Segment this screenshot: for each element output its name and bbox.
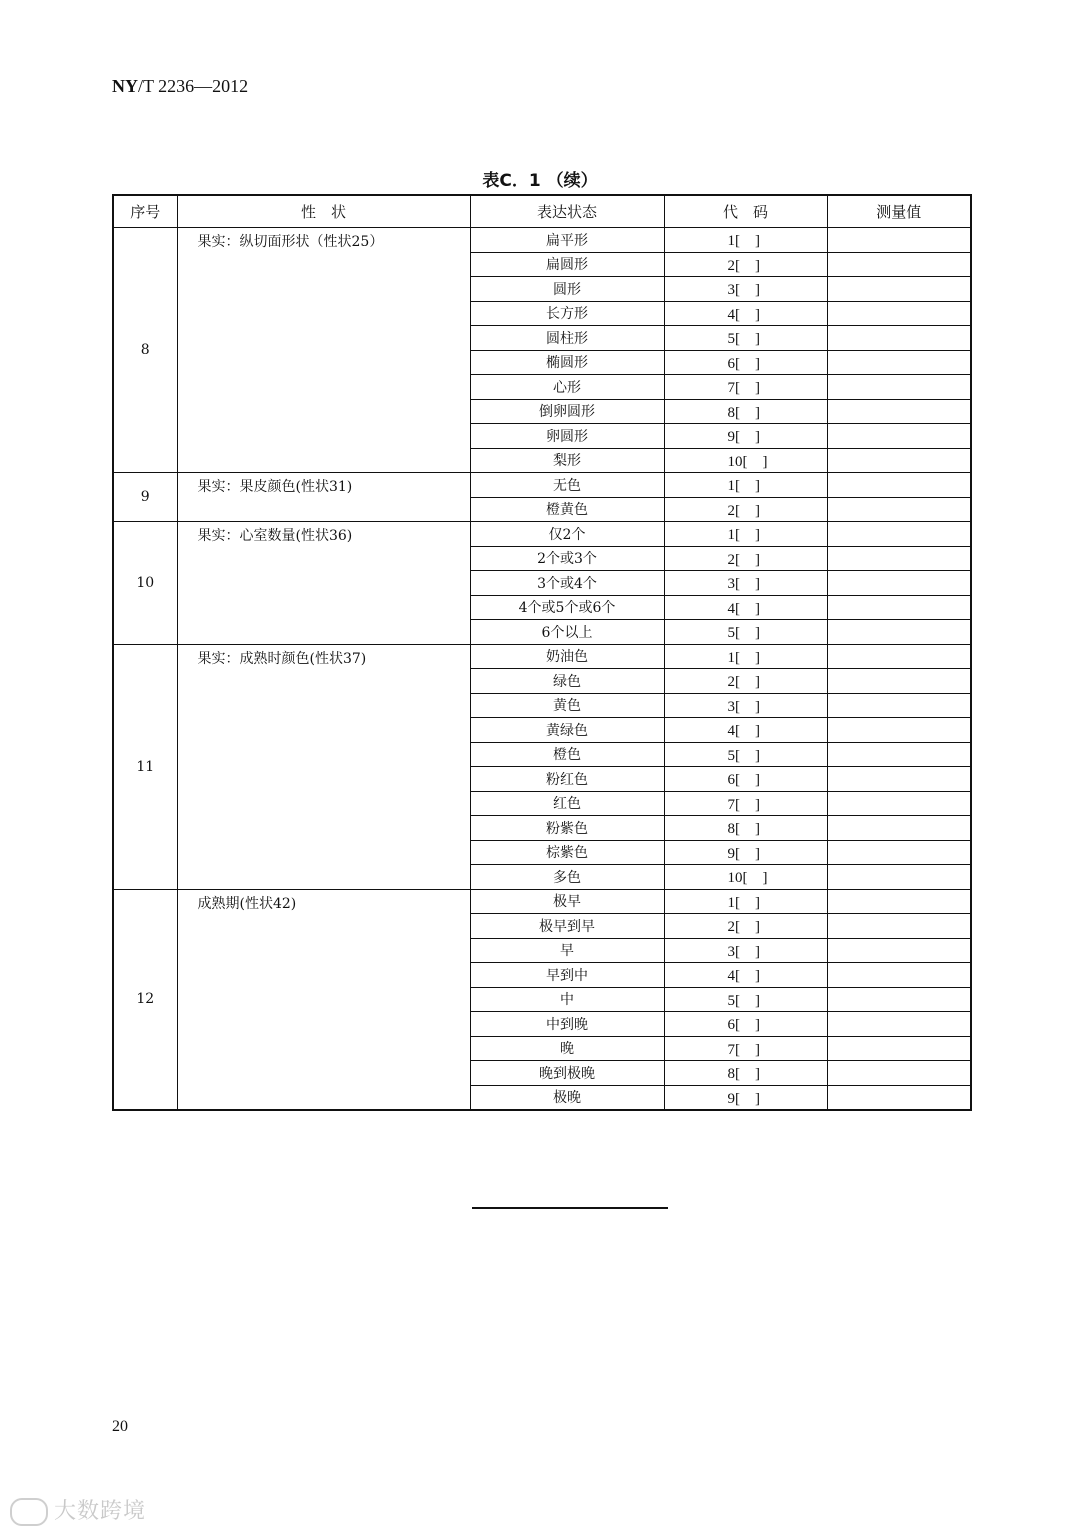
measure-cell[interactable] xyxy=(827,546,971,571)
state-cell: 橙色 xyxy=(470,742,664,767)
measure-cell[interactable] xyxy=(827,669,971,694)
measure-cell[interactable] xyxy=(827,889,971,914)
code-cell xyxy=(664,938,827,963)
state-cell: 奶油色 xyxy=(470,644,664,669)
code-cell xyxy=(664,424,827,449)
seq-cell: 10 xyxy=(113,522,177,645)
code-value: 4[ ] xyxy=(727,723,760,740)
state-cell: 极早到早 xyxy=(470,914,664,939)
code-value: 4[ ] xyxy=(727,306,760,323)
state-cell: 4个或5个或6个 xyxy=(470,595,664,620)
code-value: 5[ ] xyxy=(727,992,760,1009)
measure-cell[interactable] xyxy=(827,742,971,767)
code-value: 4[ ] xyxy=(727,968,760,985)
measure-cell[interactable] xyxy=(827,644,971,669)
measure-cell[interactable] xyxy=(827,350,971,375)
trait-cell: 果实：成熟时颜色(性状37) xyxy=(177,644,470,889)
code-cell xyxy=(664,277,827,302)
trait-cell: 果实：果皮颜色(性状31) xyxy=(177,473,470,522)
code-value: 3[ ] xyxy=(727,576,760,593)
code-cell xyxy=(664,742,827,767)
code-value: 5[ ] xyxy=(727,331,760,348)
measure-cell[interactable] xyxy=(827,767,971,792)
code-value: 3[ ] xyxy=(727,943,760,960)
state-cell: 圆形 xyxy=(470,277,664,302)
code-value: 8[ ] xyxy=(727,821,760,838)
code-cell xyxy=(664,1012,827,1037)
measure-cell[interactable] xyxy=(827,938,971,963)
code-value: 5[ ] xyxy=(727,625,760,642)
code-cell xyxy=(664,1036,827,1061)
trait-cell: 果实：纵切面形状（性状25） xyxy=(177,228,470,473)
trait-cell: 成熟期(性状42) xyxy=(177,889,470,1110)
state-cell: 中 xyxy=(470,987,664,1012)
state-cell: 扁圆形 xyxy=(470,252,664,277)
code-value: 1[ ] xyxy=(727,527,760,544)
measure-cell[interactable] xyxy=(827,301,971,326)
table-caption: 表C．1 （续） xyxy=(482,171,598,191)
state-cell: 粉红色 xyxy=(470,767,664,792)
measure-cell[interactable] xyxy=(827,1012,971,1037)
header-seq: 序号 xyxy=(113,195,177,228)
measure-cell[interactable] xyxy=(827,693,971,718)
document-code: NY/T 2236—2012 xyxy=(112,76,249,96)
seq-cell: 12 xyxy=(113,889,177,1110)
seq-cell: 9 xyxy=(113,473,177,522)
measure-cell[interactable] xyxy=(827,448,971,473)
seq-cell: 8 xyxy=(113,228,177,473)
code-value: 3[ ] xyxy=(727,282,760,299)
code-cell xyxy=(664,1061,827,1086)
code-value: 9[ ] xyxy=(727,1090,760,1107)
trait-cell: 果实：心室数量(性状36) xyxy=(177,522,470,645)
code-cell xyxy=(664,644,827,669)
code-cell xyxy=(664,718,827,743)
measure-cell[interactable] xyxy=(827,228,971,253)
state-cell: 棕紫色 xyxy=(470,840,664,865)
measure-cell[interactable] xyxy=(827,914,971,939)
watermark-logo-icon xyxy=(10,1498,48,1526)
measure-cell[interactable] xyxy=(827,326,971,351)
code-cell xyxy=(664,595,827,620)
header-code: 代 码 xyxy=(664,195,827,228)
state-cell: 3个或4个 xyxy=(470,571,664,596)
state-cell: 圆柱形 xyxy=(470,326,664,351)
state-cell: 心形 xyxy=(470,375,664,400)
state-cell: 极晚 xyxy=(470,1085,664,1110)
end-rule xyxy=(472,1207,668,1209)
measure-cell[interactable] xyxy=(827,277,971,302)
measure-cell[interactable] xyxy=(827,987,971,1012)
code-value: 7[ ] xyxy=(727,796,760,813)
code-cell xyxy=(664,865,827,890)
page-number: 20 xyxy=(112,1418,128,1435)
measure-cell[interactable] xyxy=(827,1036,971,1061)
code-value: 9[ ] xyxy=(727,845,760,862)
code-cell xyxy=(664,620,827,645)
code-value: 5[ ] xyxy=(727,747,760,764)
measure-cell[interactable] xyxy=(827,571,971,596)
state-cell: 早 xyxy=(470,938,664,963)
code-value: 6[ ] xyxy=(727,1017,760,1034)
state-cell: 6个以上 xyxy=(470,620,664,645)
code-value: 4[ ] xyxy=(727,600,760,617)
measure-cell[interactable] xyxy=(827,522,971,547)
code-cell xyxy=(664,791,827,816)
code-cell xyxy=(664,473,827,498)
state-cell: 红色 xyxy=(470,791,664,816)
code-value: 10[ ] xyxy=(727,453,768,470)
measure-cell[interactable] xyxy=(827,497,971,522)
code-value: 2[ ] xyxy=(727,502,760,519)
state-cell: 中到晚 xyxy=(470,1012,664,1037)
measure-cell[interactable] xyxy=(827,595,971,620)
code-value: 2[ ] xyxy=(727,257,760,274)
header-measure: 测量值 xyxy=(827,195,971,228)
table-row xyxy=(113,473,971,498)
watermark: 大数跨境 xyxy=(10,1494,146,1526)
state-cell: 粉紫色 xyxy=(470,816,664,841)
code-cell xyxy=(664,350,827,375)
code-value: 1[ ] xyxy=(727,478,760,495)
code-cell xyxy=(664,987,827,1012)
code-cell xyxy=(664,497,827,522)
code-cell xyxy=(664,767,827,792)
code-cell xyxy=(664,963,827,988)
code-value: 6[ ] xyxy=(727,772,760,789)
table-row xyxy=(113,522,971,547)
code-cell xyxy=(664,301,827,326)
state-cell: 早到中 xyxy=(470,963,664,988)
table-header-row xyxy=(113,195,971,228)
measure-cell[interactable] xyxy=(827,375,971,400)
state-cell: 无色 xyxy=(470,473,664,498)
measure-cell[interactable] xyxy=(827,399,971,424)
header-state: 表达状态 xyxy=(470,195,664,228)
state-cell: 橙黄色 xyxy=(470,497,664,522)
code-value: 8[ ] xyxy=(727,1066,760,1083)
code-value: 7[ ] xyxy=(727,380,760,397)
seq-cell: 11 xyxy=(113,644,177,889)
measure-cell[interactable] xyxy=(827,718,971,743)
measure-cell[interactable] xyxy=(827,424,971,449)
code-value: 10[ ] xyxy=(727,870,768,887)
code-value: 7[ ] xyxy=(727,1041,760,1058)
code-value: 1[ ] xyxy=(727,894,760,911)
measure-cell[interactable] xyxy=(827,791,971,816)
measure-cell[interactable] xyxy=(827,473,971,498)
state-cell: 多色 xyxy=(470,865,664,890)
state-cell: 梨形 xyxy=(470,448,664,473)
code-cell xyxy=(664,889,827,914)
code-cell xyxy=(664,228,827,253)
code-value: 3[ ] xyxy=(727,698,760,715)
code-value: 6[ ] xyxy=(727,355,760,372)
state-cell: 绿色 xyxy=(470,669,664,694)
state-cell: 倒卵圆形 xyxy=(470,399,664,424)
table-row xyxy=(113,228,971,253)
state-cell: 极早 xyxy=(470,889,664,914)
state-cell: 卵圆形 xyxy=(470,424,664,449)
state-cell: 椭圆形 xyxy=(470,350,664,375)
code-cell xyxy=(664,1085,827,1110)
code-value: 8[ ] xyxy=(727,404,760,421)
code-cell xyxy=(664,669,827,694)
trait-table xyxy=(112,194,972,1111)
code-cell xyxy=(664,840,827,865)
state-cell: 2个或3个 xyxy=(470,546,664,571)
code-value: 9[ ] xyxy=(727,429,760,446)
code-value: 2[ ] xyxy=(727,551,760,568)
state-cell: 长方形 xyxy=(470,301,664,326)
code-cell xyxy=(664,399,827,424)
state-cell: 晚到极晚 xyxy=(470,1061,664,1086)
state-cell: 黄绿色 xyxy=(470,718,664,743)
code-value: 1[ ] xyxy=(727,649,760,666)
measure-cell[interactable] xyxy=(827,620,971,645)
code-cell xyxy=(664,546,827,571)
code-cell xyxy=(664,252,827,277)
code-cell xyxy=(664,375,827,400)
code-cell xyxy=(664,326,827,351)
header-trait: 性 状 xyxy=(177,195,470,228)
code-cell xyxy=(664,816,827,841)
code-cell xyxy=(664,693,827,718)
measure-cell[interactable] xyxy=(827,252,971,277)
table-row xyxy=(113,644,971,669)
measure-cell[interactable] xyxy=(827,865,971,890)
measure-cell[interactable] xyxy=(827,963,971,988)
state-cell: 扁平形 xyxy=(470,228,664,253)
state-cell: 仅2个 xyxy=(470,522,664,547)
code-cell xyxy=(664,522,827,547)
code-cell xyxy=(664,571,827,596)
code-value: 2[ ] xyxy=(727,674,760,691)
state-cell: 晚 xyxy=(470,1036,664,1061)
code-cell xyxy=(664,448,827,473)
code-cell xyxy=(664,914,827,939)
measure-cell[interactable] xyxy=(827,1085,971,1110)
measure-cell[interactable] xyxy=(827,1061,971,1086)
code-value: 1[ ] xyxy=(727,233,760,250)
state-cell: 黄色 xyxy=(470,693,664,718)
measure-cell[interactable] xyxy=(827,816,971,841)
table-row xyxy=(113,889,971,914)
code-value: 2[ ] xyxy=(727,919,760,936)
measure-cell[interactable] xyxy=(827,840,971,865)
